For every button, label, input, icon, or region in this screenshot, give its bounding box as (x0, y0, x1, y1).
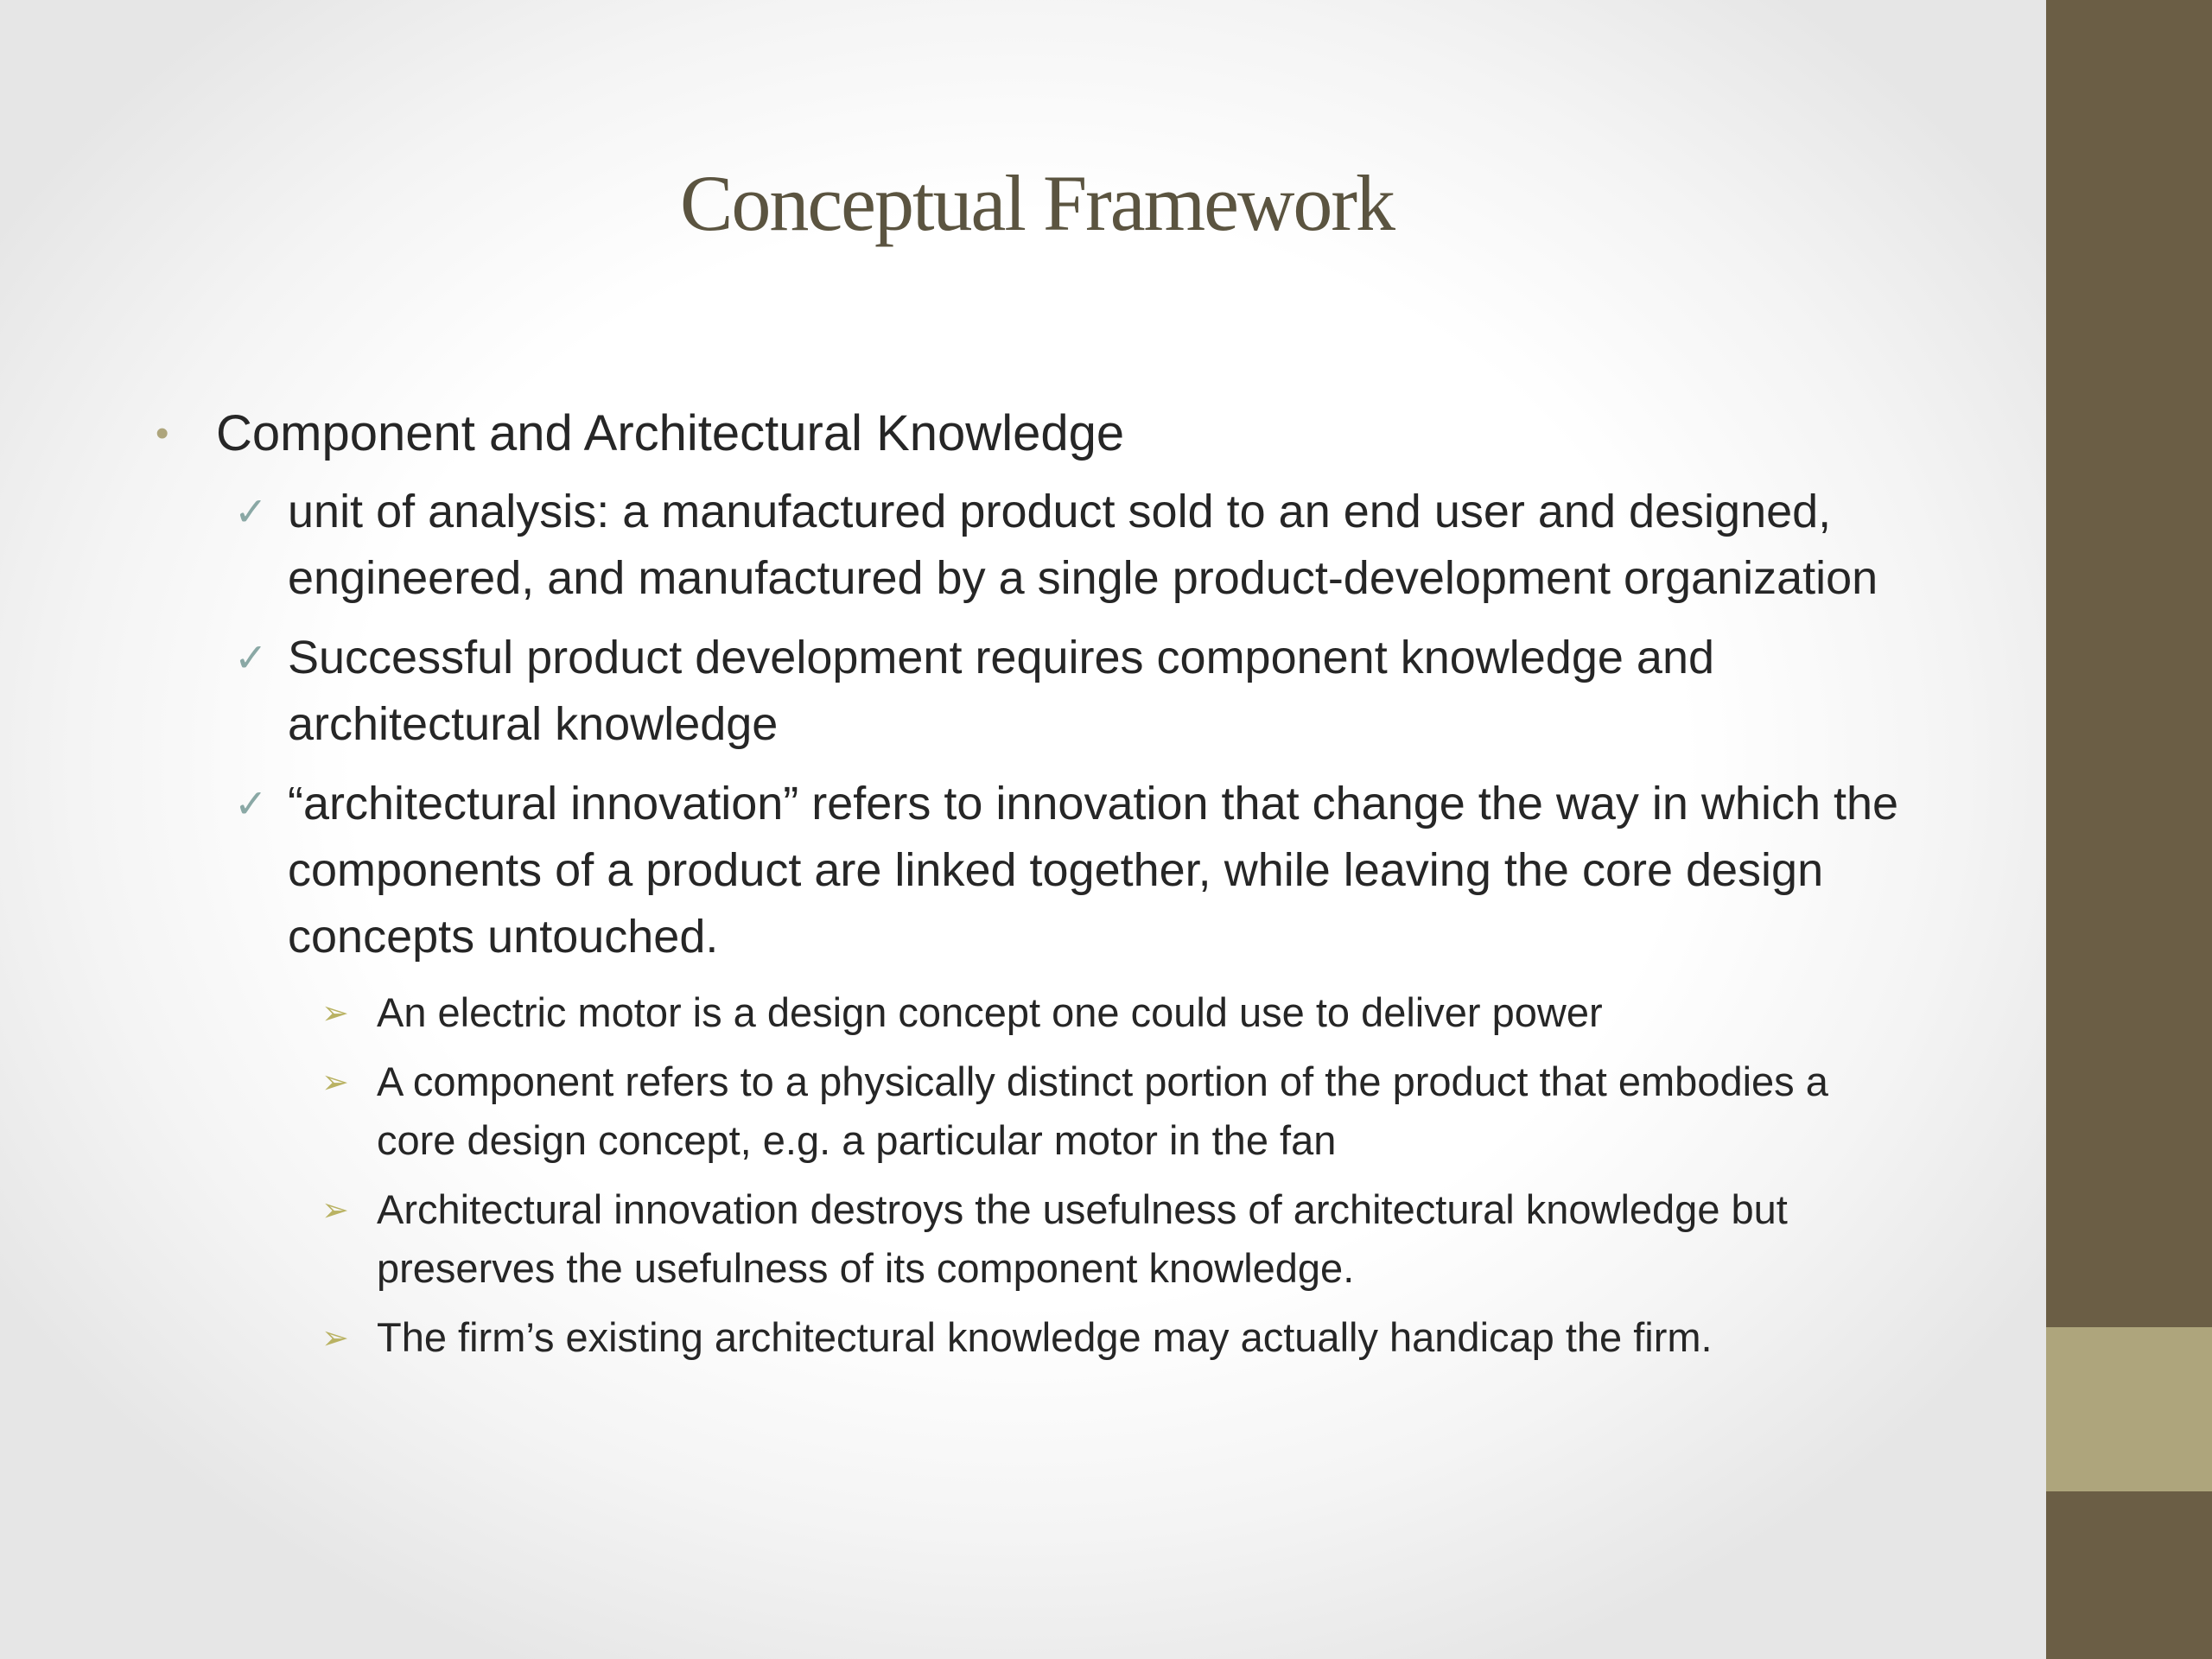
bullet-dot-icon: • (156, 412, 169, 454)
arrow-item (321, 1180, 1901, 1298)
check-item-text: “architectural innovation” refers to innovation that change the way in which the components of a product are linked together, while leaving the core design concepts untouched. (288, 778, 1899, 963)
check-item-text: Successful product development requires component knowledge and architectural knowledge (288, 632, 1715, 750)
check-item (234, 479, 1901, 612)
side-bar-accent (2046, 1327, 2212, 1491)
check-item-text: unit of analysis: a manufactured product sold to an end user and designed, engineered, and manufactured by a single product-development organization (288, 486, 1878, 604)
arrow-item-text: A component refers to a physically distinct portion of the product that embodies a core design concept, e.g. a particular motor in the fan (377, 1058, 1828, 1163)
arrow-right-icon: ➢ (321, 1319, 349, 1357)
arrow-right-icon: ➢ (321, 994, 349, 1032)
arrow-item (321, 983, 1901, 1042)
bullet-main-text: Component and Architectural Knowledge (216, 405, 1125, 461)
arrow-item-text: An electric motor is a design concept one could use to deliver power (377, 989, 1603, 1035)
arrow-item (321, 1308, 1901, 1367)
check-item (234, 771, 1901, 970)
slide-title: Conceptual Framework (679, 159, 1395, 247)
checkmark-icon: ✓ (234, 488, 268, 535)
check-item (234, 625, 1901, 758)
arrow-right-icon: ➢ (321, 1063, 349, 1101)
arrow-item-text: Architectural innovation destroys the usefulness of architectural knowledge but preserves the usefulness of its component knowledge. (377, 1186, 1788, 1291)
checkmark-icon: ✓ (234, 634, 268, 681)
arrow-item-text: The firm’s existing architectural knowledge may actually handicap the firm. (377, 1314, 1713, 1360)
arrow-item (321, 1052, 1901, 1170)
slide-content (156, 399, 1901, 1377)
arrow-right-icon: ➢ (321, 1191, 349, 1229)
bullet-main (156, 399, 1901, 468)
checkmark-icon: ✓ (234, 780, 268, 827)
